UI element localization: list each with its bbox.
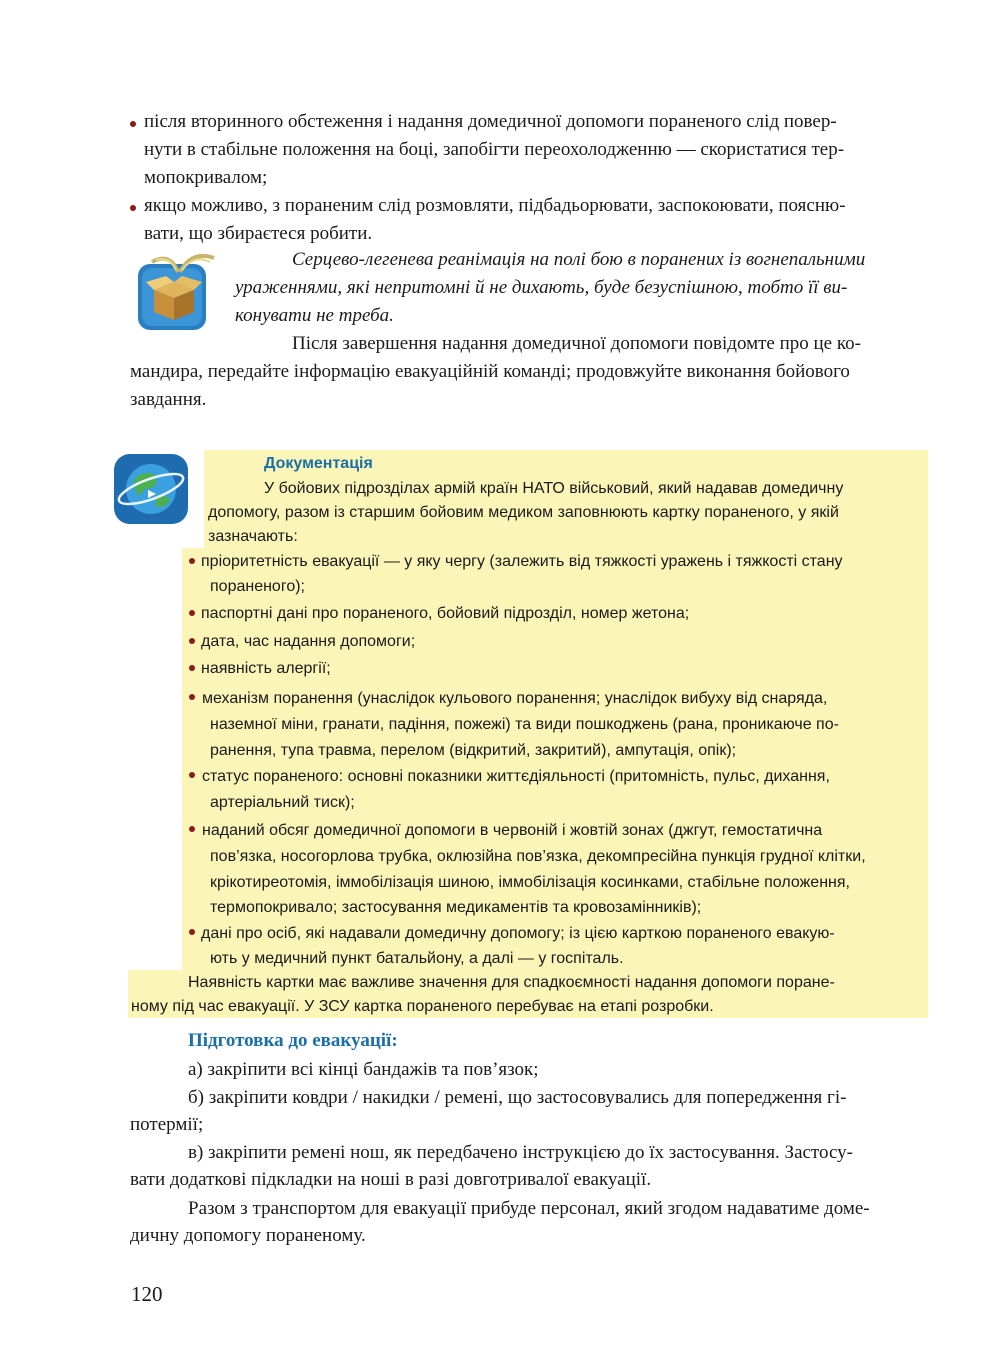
bullet-dot: [189, 826, 195, 832]
bullet-dot: [189, 929, 195, 935]
doc-list-line: ранення, тупа травма, перелом (відкритий, закритий), ампутація, опік);: [210, 742, 737, 759]
doc-box-title: Документація: [264, 455, 373, 472]
paragraph-line: завдання.: [130, 389, 207, 410]
doc-list-line: крікотиреотомія, іммобілізація шиною, іммобілізація косинками, стабільне положення,: [210, 874, 850, 891]
bullet-dot: [130, 205, 136, 211]
doc-closing-line: Наявність картки має важливе значення для спадкоємності надання допомоги поране-: [188, 974, 835, 991]
bullet-dot: [189, 694, 195, 700]
doc-list-line: наявність алергії;: [201, 660, 331, 677]
evac-line: Разом з транспортом для евакуації прибуде персонал, який згодом надаватиме доме-: [188, 1198, 870, 1219]
doc-list-line: статус пораненого: основні показники життєдіяльності (притомність, пульс, дихання,: [202, 768, 830, 785]
open-box-with-wings-icon: [130, 250, 218, 334]
doc-list-line: пріоритетність евакуації — у яку чергу (залежить від тяжкості уражень і тяжкості стану: [201, 553, 843, 570]
doc-list-line: термопокривало; застосування медикаментів та кровозамінників);: [210, 899, 702, 916]
bullet-line: вати, що збираєтеся робити.: [144, 223, 373, 244]
bullet-dot: [189, 610, 195, 616]
evac-title: Підготовка до евакуації:: [188, 1030, 398, 1051]
doc-intro-line: допомогу, разом із старшим бойовим медиком заповнюють картку пораненого, у якій: [208, 504, 839, 521]
evac-line: дичну допомогу пораненому.: [130, 1225, 366, 1246]
doc-list-line: наземної міни, гранати, падіння, пожежі) та види пошкоджень (рана, проникаюче по-: [210, 716, 839, 733]
doc-intro-line: зазначають:: [208, 528, 298, 545]
bullet-line: мопокривалом;: [144, 167, 268, 188]
doc-list-line: паспортні дані про пораненого, бойовий підрозділ, номер жетона;: [201, 605, 690, 622]
bullet-dot: [130, 121, 136, 127]
bullet-line: якщо можливо, з пораненим слід розмовляти, підбадьорювати, заспокоювати, поясню-: [144, 195, 846, 216]
bullet-line: після вторинного обстеження і надання домедичної допомоги пораненого слід повер-: [144, 111, 837, 132]
note-line: конувати не треба.: [235, 305, 394, 326]
evac-line: в) закріпити ремені нош, як передбачено інструкцією до їх застосування. Застосу-: [188, 1142, 853, 1163]
doc-list-line: пораненого);: [210, 578, 305, 595]
evac-line: потермії;: [130, 1114, 204, 1135]
doc-list-line: артеріальний тиск);: [210, 794, 355, 811]
bullet-dot: [189, 558, 195, 564]
bullet-dot: [189, 772, 195, 778]
doc-list-line: ють у медичний пункт батальйону, а далі — у госпіталь.: [210, 950, 624, 967]
doc-list-line: пов’язка, носогорлова трубка, оклюзійна пов’язка, декомпресійна пункція грудної клітки,: [210, 848, 866, 865]
doc-intro-line: У бойових підрозділах армій країн НАТО військовий, який надавав домедичну: [264, 480, 844, 497]
evac-line: а) закріпити всі кінці бандажів та пов’язок;: [188, 1059, 539, 1080]
bullet-line: нути в стабільне положення на боці, запобігти переохолодженню — скористатися тер-: [144, 139, 845, 160]
paragraph-line: Після завершення надання домедичної допомоги повідомте про це ко-: [292, 333, 861, 354]
doc-list-line: наданий обсяг домедичної допомоги в червоній і жовтій зонах (джгут, гемостатична: [202, 822, 823, 839]
page-number: 120: [131, 1282, 163, 1306]
doc-list-line: механізм поранення (унаслідок кульового поранення; унаслідок вибуху від снаряда,: [202, 690, 828, 707]
evac-line: вати додаткові підкладки на ноші в разі довготривалої евакуації.: [130, 1169, 652, 1190]
bullet-dot: [189, 638, 195, 644]
globe-icon: [112, 452, 190, 526]
doc-closing-line: ному під час евакуації. У ЗСУ картка пораненого перебуває на етапі розробки.: [131, 998, 714, 1015]
paragraph-line: мандира, передайте інформацію евакуаційній команді; продовжуйте виконання бойового: [130, 361, 850, 382]
note-line: ураженнями, які непритомні й не дихають, буде безуспішною, тобто її ви-: [235, 277, 848, 298]
bullet-dot: [189, 665, 195, 671]
doc-list-line: дані про осіб, які надавали домедичну допомогу; із цією карткою пораненого евакую-: [201, 925, 835, 942]
evac-line: б) закріпити ковдри / накидки / ремені, що застосовувались для попередження гі-: [188, 1087, 847, 1108]
note-line: Серцево-легенева реанімація на полі бою в поранених із вогнепальними: [292, 249, 866, 270]
doc-list-line: дата, час надання допомоги;: [201, 633, 416, 650]
